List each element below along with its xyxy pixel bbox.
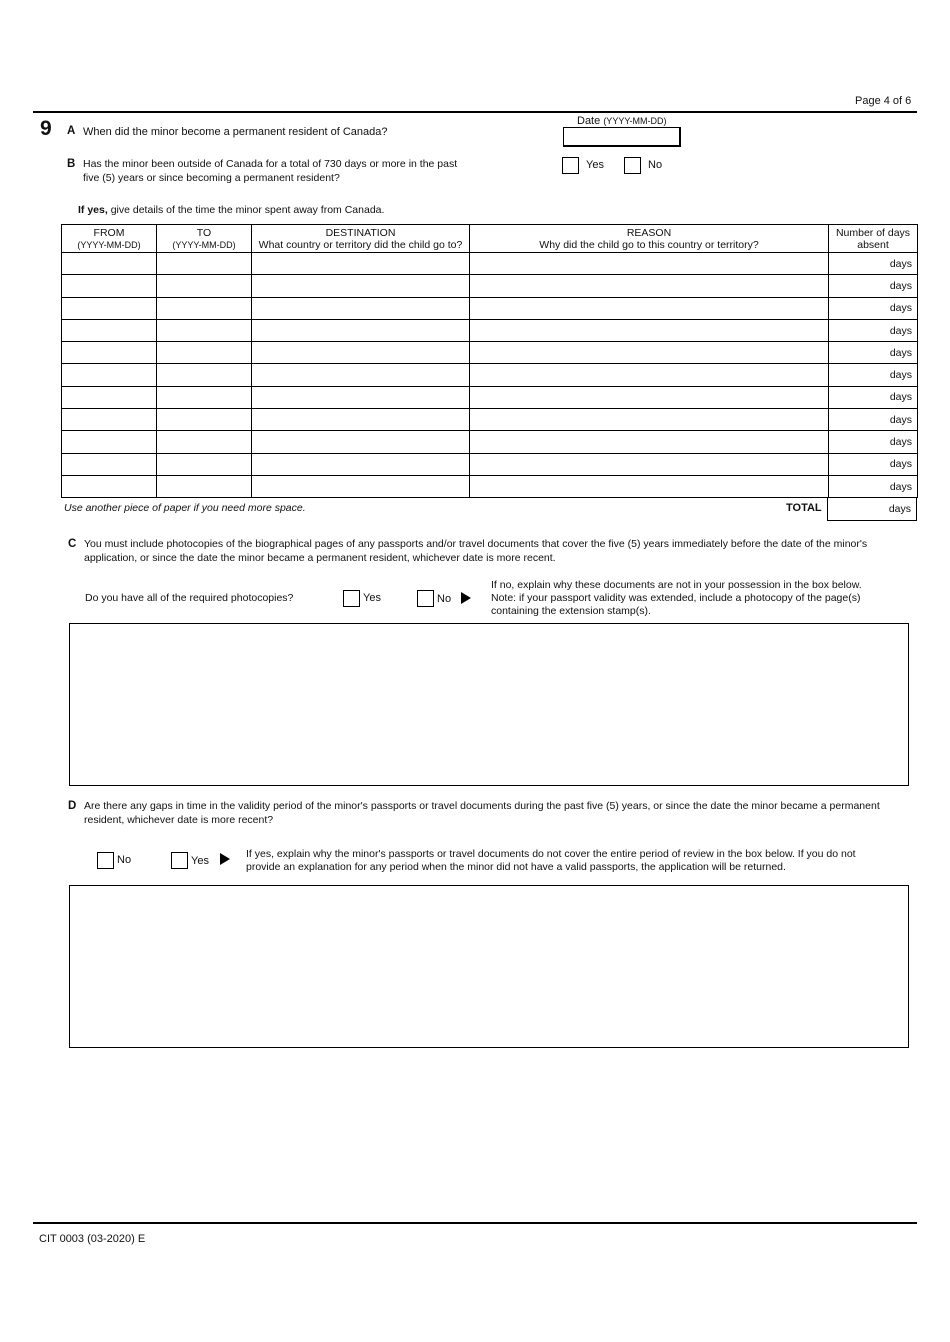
to-cell[interactable] [157,319,252,341]
reason-cell[interactable] [470,453,829,475]
header-destination-label: DESTINATION [325,226,396,239]
question-d-instruction-line2: provide an explanation for any period when the minor did not have a valid passports, the application will be returned. [246,861,786,873]
question-d-yes-label: Yes [191,855,209,867]
header-to-format: (YYYY-MM-DD) [172,239,236,250]
reason-cell[interactable] [470,275,829,297]
question-b-no-label: No [648,159,663,171]
to-cell[interactable] [157,275,252,297]
table-row [62,275,918,297]
table-row [62,409,918,431]
question-c-no-checkbox[interactable] [417,590,434,607]
table-row [62,386,918,408]
question-b-letter: B [67,158,76,170]
destination-cell[interactable] [252,453,470,475]
question-c-text-line2: application, or since the date the minor became a permanent resident, whichever date is more recent. [84,552,556,564]
top-rule [33,111,917,113]
date-input[interactable] [563,127,681,147]
question-b-yes-label: Yes [586,159,604,171]
total-days-unit: days [888,503,911,515]
destination-cell[interactable] [252,253,470,275]
to-cell[interactable] [157,431,252,453]
from-cell[interactable] [62,475,157,497]
from-cell[interactable] [62,364,157,386]
reason-cell[interactable] [470,364,829,386]
header-to [157,225,252,253]
from-cell[interactable] [62,386,157,408]
question-d-no-label: No [117,854,132,866]
from-cell[interactable] [62,253,157,275]
header-reason [470,225,829,253]
date-format-hint: (YYYY-MM-DD) [603,116,667,126]
days-cell[interactable]: days [829,386,918,408]
table-row [62,319,918,341]
days-cell[interactable]: days [829,475,918,497]
header-days-line1: Number of days [835,226,911,239]
from-cell[interactable] [62,431,157,453]
reason-cell[interactable] [470,409,829,431]
question-b-no-checkbox[interactable] [624,157,641,174]
from-cell[interactable] [62,319,157,341]
destination-cell[interactable] [252,409,470,431]
question-d-text-line2: resident, whichever date is more recent? [84,814,274,826]
to-cell[interactable] [157,475,252,497]
reason-cell[interactable] [470,431,829,453]
question-c-instruction-line2: Note: if your passport validity was extended, include a photocopy of the page(s) [491,592,861,604]
days-cell[interactable]: days [829,409,918,431]
total-label: TOTAL [786,502,822,514]
time-away-table [61,224,918,498]
question-c-yes-checkbox[interactable] [343,590,360,607]
question-d-yes-checkbox[interactable] [171,852,188,869]
reason-cell[interactable] [470,386,829,408]
from-cell[interactable] [62,275,157,297]
footer-rule [33,1222,917,1224]
table-row [62,364,918,386]
destination-cell[interactable] [252,319,470,341]
details-bold-prefix: If yes, [78,204,108,216]
reason-cell[interactable] [470,319,829,341]
days-cell[interactable]: days [829,319,918,341]
destination-cell[interactable] [252,275,470,297]
reason-cell[interactable] [470,475,829,497]
table-row [62,431,918,453]
from-cell[interactable] [62,409,157,431]
question-c-text-line1: You must include photocopies of the biographical pages of any passports and/or travel documents that cover the five (5) years immediately before the date of the minor's [84,538,868,550]
days-cell[interactable]: days [829,253,918,275]
header-days [829,225,918,253]
table-row [62,453,918,475]
destination-cell[interactable] [252,342,470,364]
arrow-right-icon [220,853,230,865]
question-c-explanation-box[interactable] [69,623,909,786]
destination-cell[interactable] [252,475,470,497]
header-destination-sub: What country or territory did the child go to? [258,238,463,251]
from-cell[interactable] [62,297,157,319]
question-b-yes-checkbox[interactable] [562,157,579,174]
question-d-no-checkbox[interactable] [97,852,114,869]
header-from-label: FROM [93,226,125,239]
question-b-text-line2: five (5) years or since becoming a permanent resident? [83,172,340,184]
days-cell[interactable]: days [829,453,918,475]
arrow-right-icon [461,592,471,604]
from-cell[interactable] [62,342,157,364]
question-d-text-line1: Are there any gaps in time in the validity period of the minor's passports or travel documents during the past five (5) years, or since the date the minor became a permanent [84,800,880,812]
days-cell[interactable]: days [829,275,918,297]
question-a-text: When did the minor become a permanent resident of Canada? [83,126,388,138]
details-text: give details of the time the minor spent away from Canada. [107,204,385,216]
table-header-row [62,225,918,253]
days-cell[interactable]: days [829,342,918,364]
destination-cell[interactable] [252,297,470,319]
header-reason-label: REASON [626,226,672,239]
header-destination [252,225,470,253]
days-cell[interactable]: days [829,297,918,319]
question-c-no-label: No [437,593,452,605]
table-row [62,475,918,497]
days-cell[interactable]: days [829,431,918,453]
total-days-field[interactable] [827,497,917,521]
days-cell[interactable]: days [829,364,918,386]
destination-cell[interactable] [252,386,470,408]
to-cell[interactable] [157,297,252,319]
table-row [62,342,918,364]
destination-cell[interactable] [252,431,470,453]
question-c-yes-label: Yes [363,592,381,604]
date-label-text: Date [577,115,601,127]
question-c-instruction-line3: containing the extension stamp(s). [491,605,651,617]
section-number: 9 [40,117,52,140]
to-cell[interactable] [157,253,252,275]
from-cell[interactable] [62,453,157,475]
question-c-instruction-line1: If no, explain why these documents are not in your possession in the box below. [491,579,862,591]
question-d-explanation-box[interactable] [69,885,909,1048]
to-cell[interactable] [157,409,252,431]
question-d-letter: D [68,800,77,812]
reason-cell[interactable] [470,253,829,275]
form-code: CIT 0003 (03-2020) E [39,1233,146,1245]
to-cell[interactable] [157,364,252,386]
header-reason-sub: Why did the child go to this country or territory? [539,238,759,251]
question-b-details-instruction [78,204,384,218]
to-cell[interactable] [157,342,252,364]
reason-cell[interactable] [470,342,829,364]
page-number: Page 4 of 6 [855,95,912,107]
destination-cell[interactable] [252,364,470,386]
to-cell[interactable] [157,453,252,475]
question-c-letter: C [68,538,77,550]
header-from-format: (YYYY-MM-DD) [77,239,141,250]
to-cell[interactable] [157,386,252,408]
reason-cell[interactable] [470,297,829,319]
question-d-instruction-line1: If yes, explain why the minor's passports or travel documents do not cover the entire period of review in the box below. If you do not [246,848,856,860]
question-b-text-line1: Has the minor been outside of Canada for a total of 730 days or more in the past [83,158,458,170]
table-note: Use another piece of paper if you need more space. [64,502,306,514]
question-a-letter: A [67,125,76,137]
table-row [62,297,918,319]
question-c-question: Do you have all of the required photocopies? [85,592,294,604]
header-from [62,225,157,253]
header-to-label: TO [196,226,212,239]
table-row [62,253,918,275]
header-days-line2: absent [857,238,889,251]
